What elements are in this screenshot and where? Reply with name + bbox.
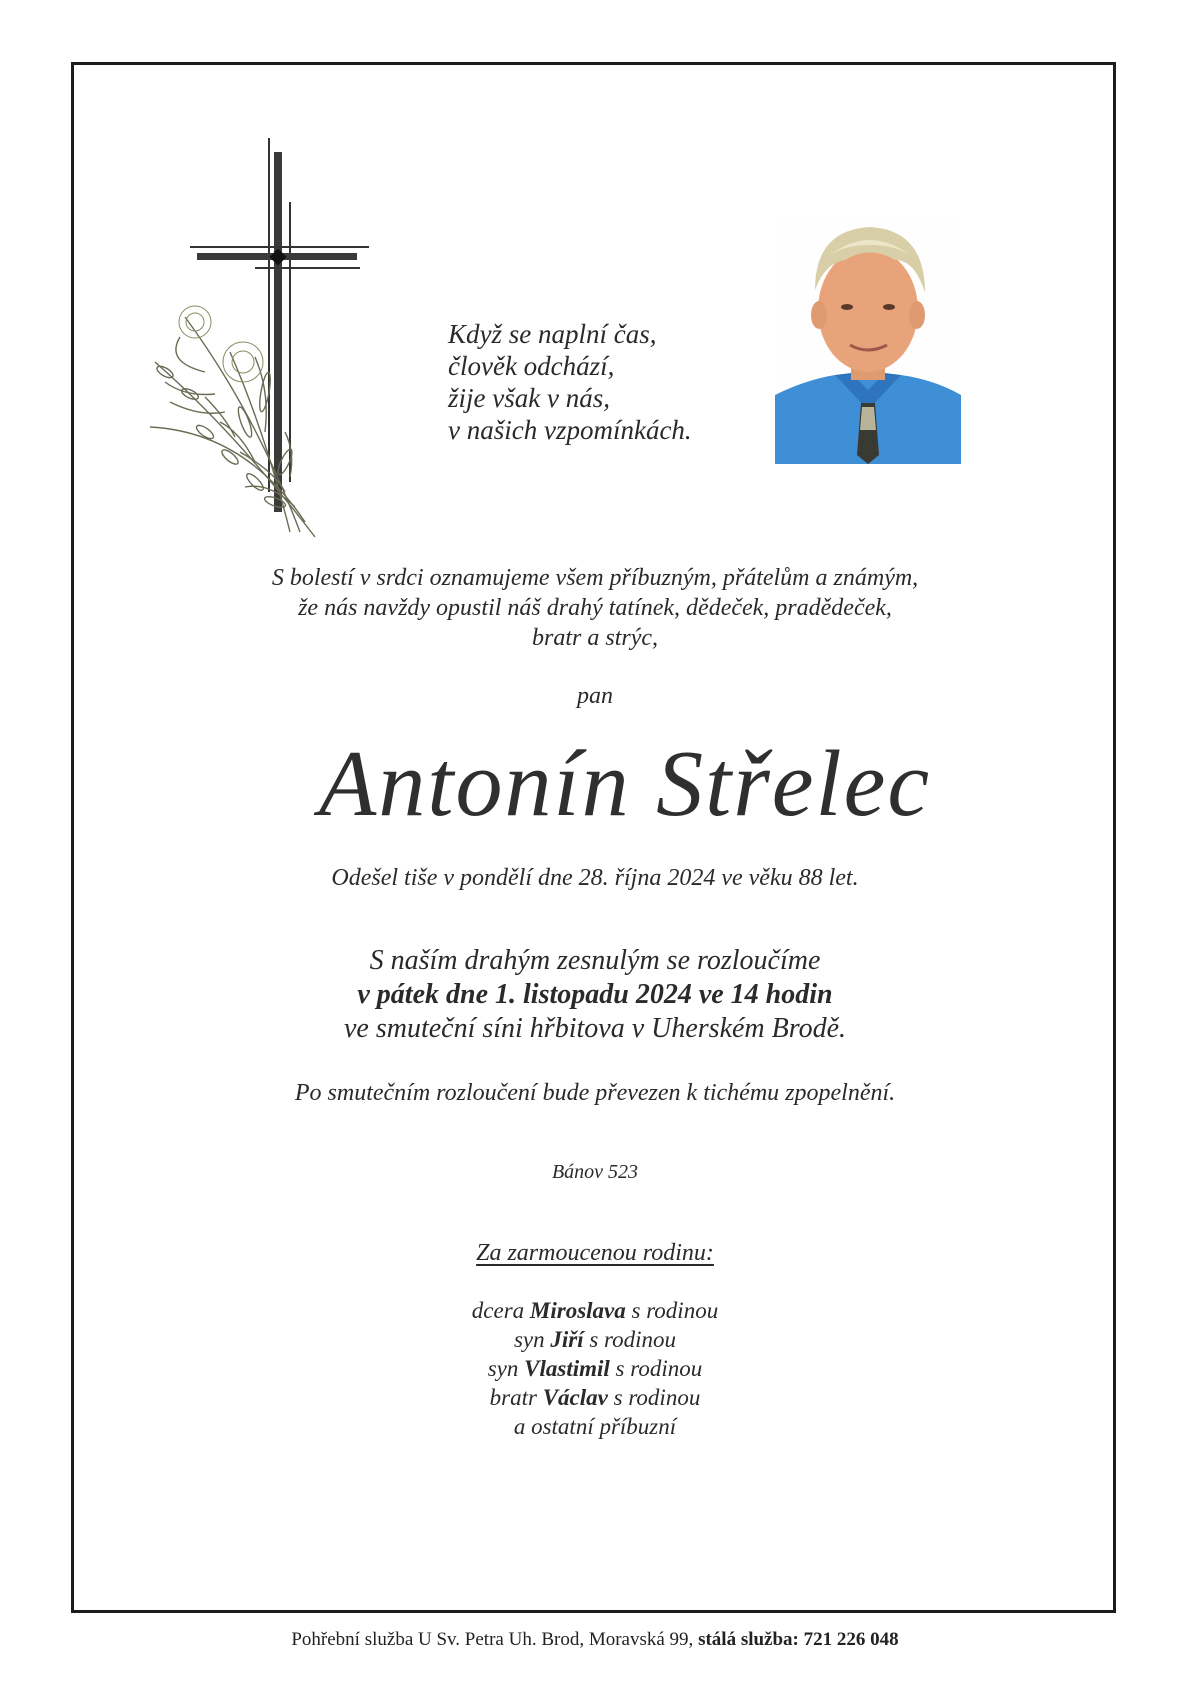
family-member: bratr Václav s rodinou	[489, 1385, 701, 1410]
footer-text: Pohřební služba U Sv. Petra Uh. Brod, Moravská 99,	[291, 1629, 699, 1650]
announcement-line: že nás navždy opustil náš drahý tatínek, dědeček, pradědeček,	[298, 595, 892, 621]
verse-line: Když se naplní čas,	[448, 319, 657, 349]
verse-line: v našich vzpomínkách.	[448, 415, 692, 445]
announcement-line: bratr a strýc,	[532, 625, 658, 651]
family-member: syn Vlastimil s rodinou	[487, 1356, 703, 1381]
announcement-text	[0, 563, 1190, 653]
cremation-note: Po smutečním rozloučení bude převezen k tichému zpopelnění.	[294, 1080, 896, 1106]
funeral-service-footer	[0, 1629, 1190, 1651]
death-notice: Odešel tiše v pondělí dne 28. října 2024 ve věku 88 let.	[331, 865, 859, 891]
family-list	[0, 1296, 1190, 1441]
family-heading: Za zarmoucenou rodinu:	[476, 1240, 714, 1266]
footer-phone: stálá služba: 721 226 048	[698, 1629, 899, 1650]
farewell-details	[0, 944, 1190, 1046]
family-member: syn Jiří s rodinou	[513, 1327, 677, 1352]
farewell-date: v pátek dne 1. listopadu 2024 ve 14 hodin	[357, 979, 833, 1010]
salutation: pan	[577, 683, 613, 709]
deceased-name: Antonín Střelec	[318, 732, 932, 836]
memorial-verse	[448, 318, 692, 446]
verse-line: žije však v nás,	[448, 383, 610, 413]
farewell-line: S naším drahým zesnulým se rozloučíme	[369, 945, 821, 976]
family-member: dcera Miroslava s rodinou	[471, 1298, 719, 1323]
family-member: a ostatní příbuzní	[513, 1414, 677, 1439]
portrait-photo	[775, 215, 961, 464]
farewell-place: ve smuteční síni hřbitova v Uherském Brodě.	[343, 1013, 847, 1044]
address: Bánov 523	[551, 1161, 639, 1183]
cross-with-flowers-icon	[145, 132, 375, 542]
announcement-line: S bolestí v srdci oznamujeme všem příbuzným, přátelům a známým,	[271, 565, 919, 591]
verse-line: člověk odchází,	[448, 351, 615, 381]
